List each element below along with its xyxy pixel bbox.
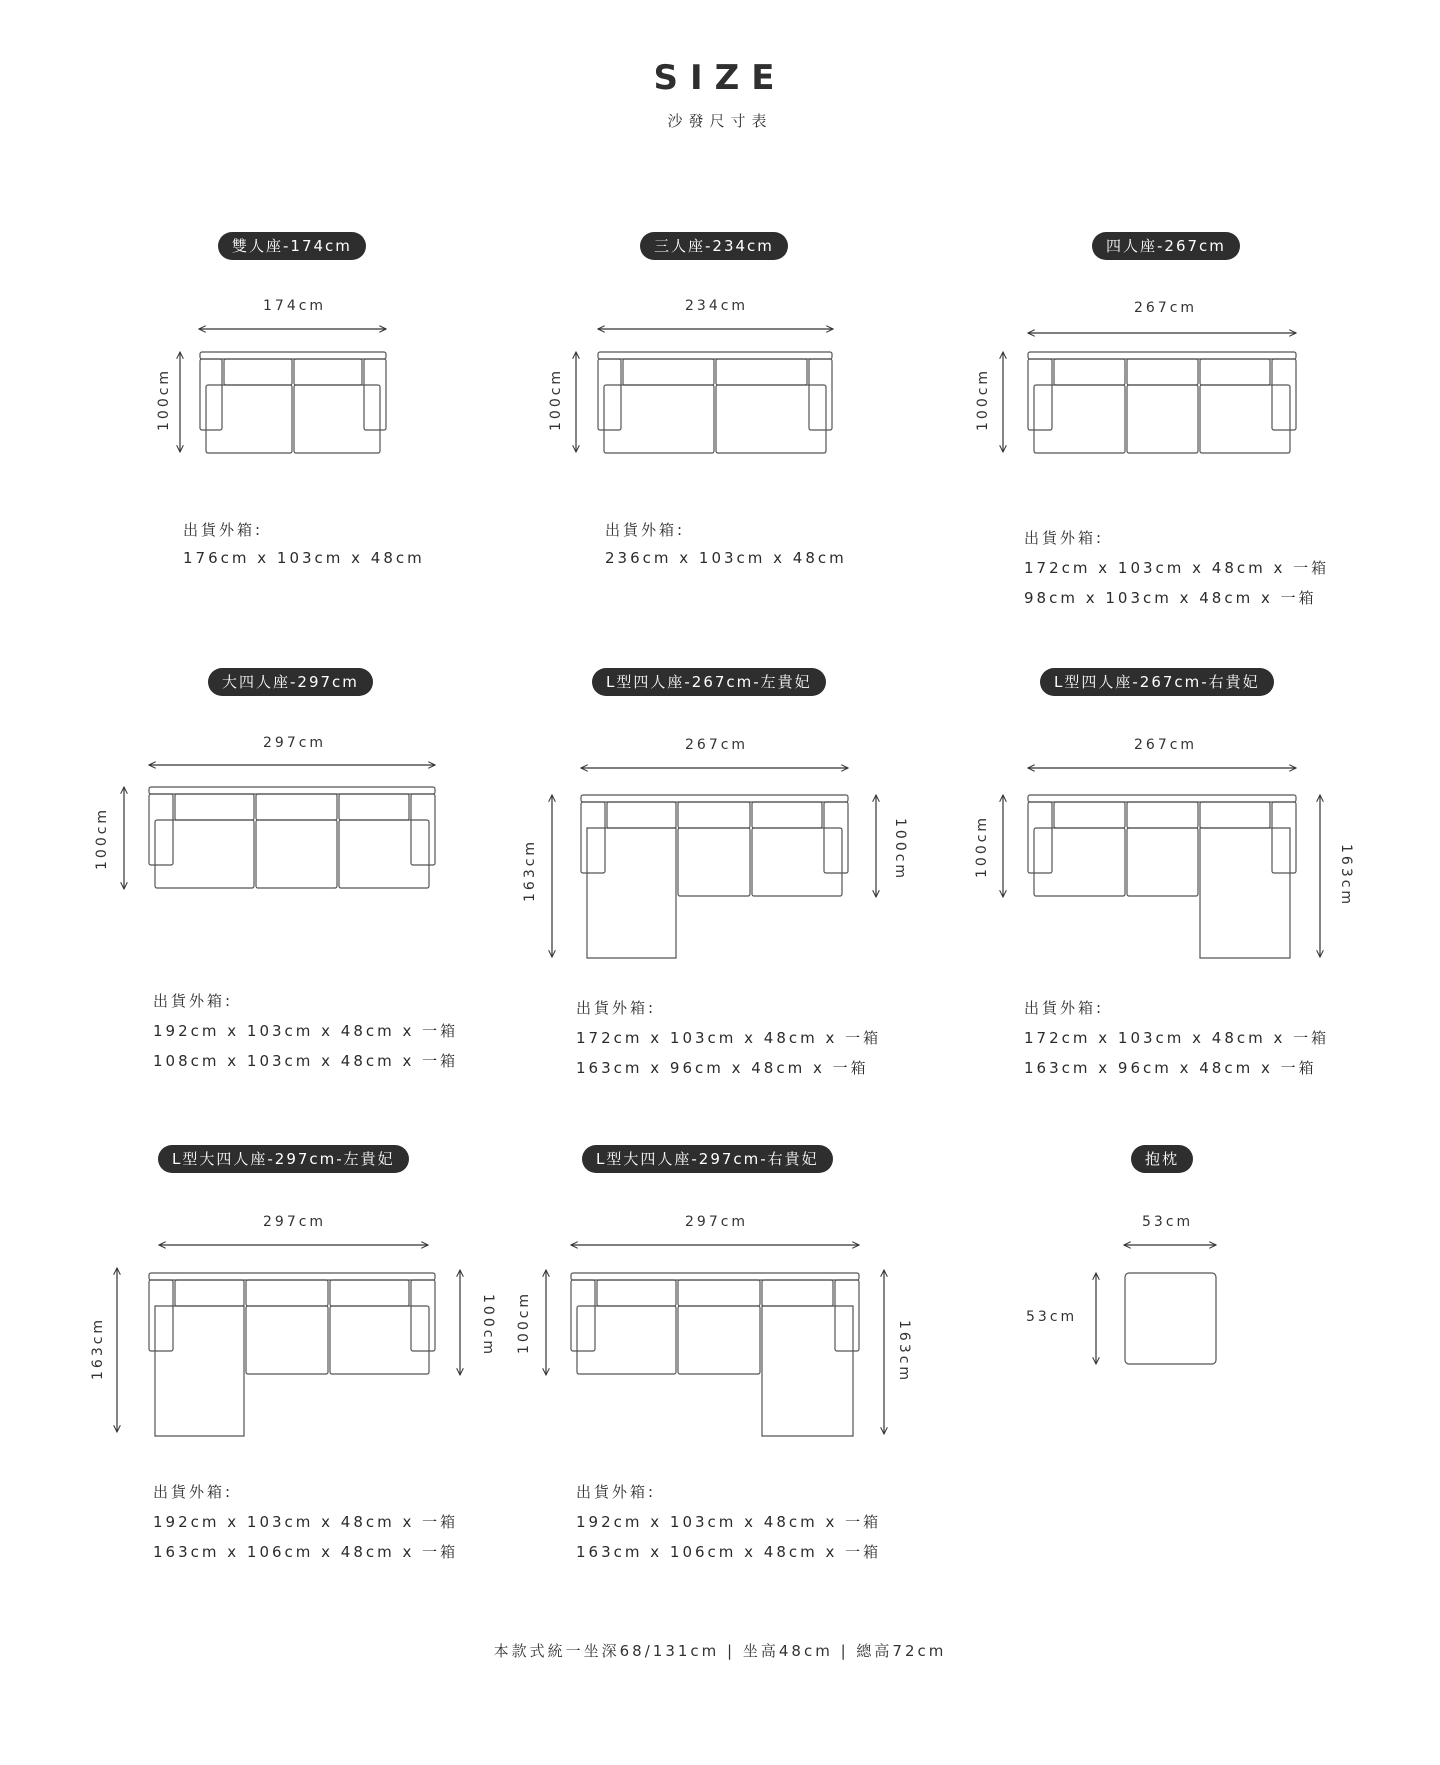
l4-left-outline-part-4 bbox=[678, 802, 750, 828]
lbig4-right-outline-part-8 bbox=[762, 1306, 853, 1436]
lbig4-left-outline-part-0 bbox=[149, 1273, 435, 1280]
width-label-big4seat: 297cm bbox=[263, 735, 327, 751]
l4-right-outline-part-7 bbox=[1127, 828, 1198, 896]
3seat-outline-part-0 bbox=[598, 352, 832, 359]
diagram-big4seat bbox=[124, 765, 435, 889]
diagram-l4-left bbox=[552, 768, 876, 958]
width-label-lbig4-right: 297cm bbox=[685, 1214, 749, 1230]
lbig4-right-outline-part-7 bbox=[678, 1306, 760, 1374]
ship-line-lbig4-left-1: 192cm x 103cm x 48cm x 一箱 bbox=[153, 1513, 459, 1531]
lbig4-left-outline-part-6 bbox=[155, 1306, 244, 1436]
big4seat-outline-part-8 bbox=[339, 820, 429, 888]
depth2-label-lbig4-left: 163cm bbox=[90, 1316, 106, 1380]
3seat-outline-part-4 bbox=[716, 359, 807, 385]
width-label-l4-left: 267cm bbox=[685, 737, 749, 753]
item-title-4seat: 四人座-267cm bbox=[1092, 232, 1240, 260]
depth-label-lbig4-right: 100cm bbox=[516, 1290, 532, 1354]
ship-line-l4-left-2: 163cm x 96cm x 48cm x 一箱 bbox=[576, 1059, 869, 1077]
ship-label-lbig4-left: 出貨外箱: bbox=[153, 1483, 234, 1501]
lbig4-right-outline-part-1 bbox=[571, 1280, 595, 1351]
depth-label-pillow: 53cm bbox=[1026, 1309, 1078, 1325]
ship-line-lbig4-right-1: 192cm x 103cm x 48cm x 一箱 bbox=[576, 1513, 882, 1531]
l4-left-outline-part-0 bbox=[581, 795, 848, 802]
2seat-outline-part-1 bbox=[200, 359, 222, 430]
item-title-3seat: 三人座-234cm bbox=[640, 232, 788, 260]
4seat-outline-part-2 bbox=[1272, 359, 1296, 430]
2seat-outline-part-5 bbox=[206, 385, 292, 453]
depth-label-3seat: 100cm bbox=[548, 367, 564, 431]
item-title-lbig4-right: L型大四人座-297cm-右貴妃 bbox=[582, 1145, 833, 1173]
big4seat-outline-part-2 bbox=[411, 794, 435, 865]
lbig4-right-outline-part-0 bbox=[571, 1273, 859, 1280]
ship-line-4seat-2: 98cm x 103cm x 48cm x 一箱 bbox=[1024, 589, 1317, 607]
l4-right-outline-part-2 bbox=[1272, 802, 1296, 873]
lbig4-left-outline-part-5 bbox=[330, 1280, 409, 1306]
lbig4-left-outline-part-1 bbox=[149, 1280, 173, 1351]
page-title: SIZE bbox=[653, 58, 787, 98]
l4-right-outline-part-6 bbox=[1034, 828, 1125, 896]
diagram-2seat bbox=[180, 329, 386, 453]
ship-line-big4seat-1: 192cm x 103cm x 48cm x 一箱 bbox=[153, 1022, 459, 1040]
4seat-outline-part-3 bbox=[1054, 359, 1125, 385]
depth-label-l4-right: 100cm bbox=[974, 814, 990, 878]
depth-label-4seat: 100cm bbox=[975, 367, 991, 431]
ship-line-lbig4-left-2: 163cm x 106cm x 48cm x 一箱 bbox=[153, 1543, 459, 1561]
ship-line-l4-right-1: 172cm x 103cm x 48cm x 一箱 bbox=[1024, 1029, 1330, 1047]
4seat-outline-part-5 bbox=[1200, 359, 1270, 385]
l4-left-outline-part-5 bbox=[752, 802, 822, 828]
3seat-outline-part-1 bbox=[598, 359, 621, 430]
2seat-outline-part-6 bbox=[294, 385, 380, 453]
l4-left-outline-part-7 bbox=[678, 828, 750, 896]
lbig4-left-outline-part-2 bbox=[411, 1280, 435, 1351]
lbig4-right-outline-part-4 bbox=[678, 1280, 760, 1306]
3seat-outline-part-3 bbox=[623, 359, 714, 385]
item-title-pillow: 抱枕 bbox=[1131, 1145, 1193, 1173]
ship-label-l4-right: 出貨外箱: bbox=[1024, 999, 1105, 1017]
lbig4-right-outline-part-5 bbox=[762, 1280, 833, 1306]
ship-line-2seat-1: 176cm x 103cm x 48cm bbox=[183, 549, 425, 567]
l4-right-outline-part-8 bbox=[1200, 828, 1290, 958]
l4-right-outline-part-3 bbox=[1054, 802, 1125, 828]
diagram-4seat bbox=[1003, 333, 1296, 453]
big4seat-outline-part-1 bbox=[149, 794, 173, 865]
2seat-outline-part-4 bbox=[294, 359, 362, 385]
l4-left-outline-part-3 bbox=[607, 802, 676, 828]
ship-line-big4seat-2: 108cm x 103cm x 48cm x 一箱 bbox=[153, 1052, 459, 1070]
l4-right-outline-part-0 bbox=[1028, 795, 1296, 802]
diagram-lbig4-right bbox=[546, 1245, 884, 1436]
item-title-2seat: 雙人座-174cm bbox=[218, 232, 366, 260]
big4seat-outline-part-5 bbox=[339, 794, 409, 820]
big4seat-outline-part-4 bbox=[256, 794, 337, 820]
2seat-outline-part-0 bbox=[200, 352, 386, 359]
big4seat-outline-part-6 bbox=[155, 820, 254, 888]
l4-left-outline-part-1 bbox=[581, 802, 605, 873]
l4-left-outline-part-2 bbox=[824, 802, 848, 873]
ship-label-3seat: 出貨外箱: bbox=[605, 521, 686, 539]
width-label-pillow: 53cm bbox=[1142, 1214, 1194, 1230]
diagram-lbig4-left bbox=[117, 1245, 460, 1436]
big4seat-outline-part-0 bbox=[149, 787, 435, 794]
width-label-2seat: 174cm bbox=[263, 298, 327, 314]
l4-left-outline-part-8 bbox=[752, 828, 842, 896]
ship-line-l4-right-2: 163cm x 96cm x 48cm x 一箱 bbox=[1024, 1059, 1317, 1077]
width-label-4seat: 267cm bbox=[1134, 300, 1198, 316]
depth-label-l4-left: 100cm bbox=[892, 818, 908, 882]
ship-line-3seat-1: 236cm x 103cm x 48cm bbox=[605, 549, 847, 567]
2seat-outline-part-3 bbox=[224, 359, 292, 385]
lbig4-right-outline-part-6 bbox=[577, 1306, 676, 1374]
ship-label-lbig4-right: 出貨外箱: bbox=[576, 1483, 657, 1501]
diagram-l4-right bbox=[1003, 768, 1320, 958]
item-title-big4seat: 大四人座-297cm bbox=[208, 668, 373, 696]
depth-label-lbig4-left: 100cm bbox=[480, 1294, 496, 1358]
l4-right-outline-part-1 bbox=[1028, 802, 1052, 873]
width-label-3seat: 234cm bbox=[685, 298, 749, 314]
page-subtitle: 沙發尺寸表 bbox=[667, 112, 773, 130]
lbig4-right-outline-part-2 bbox=[835, 1280, 859, 1351]
footer-note: 本款式統一坐深68/131cm | 坐高48cm | 總高72cm bbox=[493, 1642, 947, 1660]
lbig4-left-outline-part-4 bbox=[246, 1280, 328, 1306]
width-label-l4-right: 267cm bbox=[1134, 737, 1198, 753]
4seat-outline-part-6 bbox=[1034, 385, 1125, 453]
2seat-outline-part-2 bbox=[364, 359, 386, 430]
ship-label-big4seat: 出貨外箱: bbox=[153, 992, 234, 1010]
ship-line-l4-left-1: 172cm x 103cm x 48cm x 一箱 bbox=[576, 1029, 882, 1047]
lbig4-left-outline-part-7 bbox=[246, 1306, 328, 1374]
l4-left-outline-part-6 bbox=[587, 828, 676, 958]
pillow-outline-part-0 bbox=[1125, 1273, 1216, 1364]
ship-label-4seat: 出貨外箱: bbox=[1024, 529, 1105, 547]
item-title-l4-left: L型四人座-267cm-左貴妃 bbox=[592, 668, 826, 696]
4seat-outline-part-8 bbox=[1200, 385, 1290, 453]
diagram-3seat bbox=[576, 329, 833, 453]
width-label-lbig4-left: 297cm bbox=[263, 1214, 327, 1230]
item-title-l4-right: L型四人座-267cm-右貴妃 bbox=[1040, 668, 1274, 696]
ship-label-l4-left: 出貨外箱: bbox=[576, 999, 657, 1017]
big4seat-outline-part-3 bbox=[175, 794, 254, 820]
depth2-label-l4-left: 163cm bbox=[522, 838, 538, 902]
depth-label-big4seat: 100cm bbox=[94, 806, 110, 870]
depth-label-2seat: 100cm bbox=[156, 367, 172, 431]
ship-line-lbig4-right-2: 163cm x 106cm x 48cm x 一箱 bbox=[576, 1543, 882, 1561]
3seat-outline-part-2 bbox=[809, 359, 832, 430]
big4seat-outline-part-7 bbox=[256, 820, 337, 888]
lbig4-right-outline-part-3 bbox=[597, 1280, 676, 1306]
4seat-outline-part-4 bbox=[1127, 359, 1198, 385]
l4-right-outline-part-4 bbox=[1127, 802, 1198, 828]
lbig4-left-outline-part-8 bbox=[330, 1306, 429, 1374]
l4-right-outline-part-5 bbox=[1200, 802, 1270, 828]
4seat-outline-part-0 bbox=[1028, 352, 1296, 359]
4seat-outline-part-7 bbox=[1127, 385, 1198, 453]
lbig4-left-outline-part-3 bbox=[175, 1280, 244, 1306]
diagram-pillow bbox=[1096, 1245, 1216, 1364]
depth2-label-lbig4-right: 163cm bbox=[896, 1320, 912, 1384]
4seat-outline-part-1 bbox=[1028, 359, 1052, 430]
item-title-lbig4-left: L型大四人座-297cm-左貴妃 bbox=[158, 1145, 409, 1173]
depth2-label-l4-right: 163cm bbox=[1338, 844, 1354, 908]
ship-label-2seat: 出貨外箱: bbox=[183, 521, 264, 539]
ship-line-4seat-1: 172cm x 103cm x 48cm x 一箱 bbox=[1024, 559, 1330, 577]
